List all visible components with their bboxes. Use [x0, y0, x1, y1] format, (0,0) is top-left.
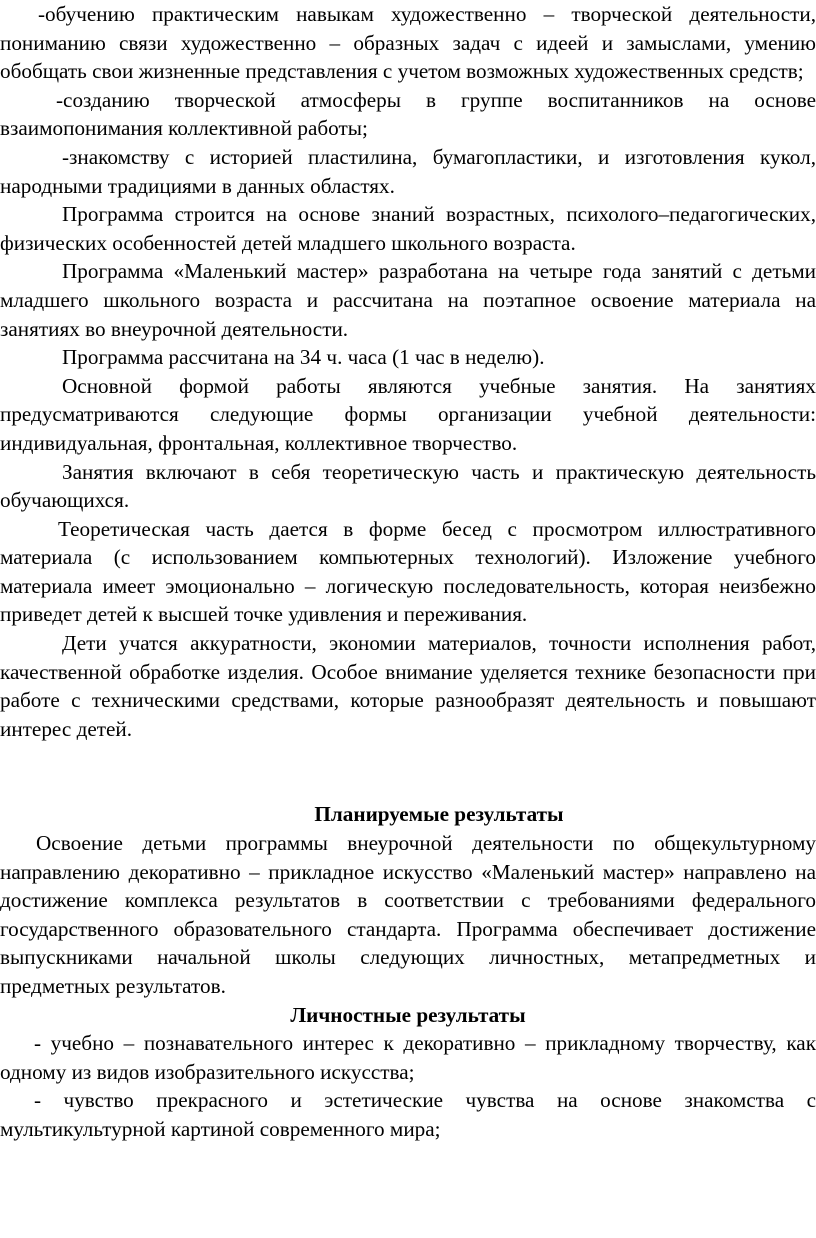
section-heading-planned-results: Планируемые результаты: [314, 802, 564, 827]
paragraph: Основной формой работы являются учебные занятия. На занятиях предусматриваются следующие формы организации учебной деятельности: индивидуальная, фронтальная, коллективное творчество.: [0, 373, 816, 455]
paragraph: -созданию творческой атмосферы в группе воспитанников на основе взаимопонимания коллективной работы;: [0, 87, 816, 141]
paragraph: Занятия включают в себя теоретическую часть и практическую деятельность обучающихся.: [0, 459, 816, 513]
paragraph: Программа рассчитана на 34 ч. часа (1 час в неделю).: [62, 345, 545, 370]
paragraph: -знакомству с историей пластилина, бумагопластики, и изготовления кукол, народными традициями в данных областях.: [0, 144, 816, 198]
list-item: - учебно – познавательного интерес к декоративно – прикладному творчеству, как одному из видов изобразительного искусства;: [0, 1031, 816, 1084]
paragraph: Освоение детьми программы внеурочной деятельности по общекультурному направлению декоративно – прикладное искусство «Маленький мастер» направлено на достижение комплекса результатов в соответствии с требованиями федерального государственного образовательного стандарта. Программа обеспечивает достижение выпускниками начальной школы следующих личностных, метапредметных и предметных результатов.: [0, 831, 816, 998]
paragraph: -обучению практическим навыкам художественно – творческой деятельности, пониманию связи художественно – образных задач с идеей и замыслами, умению обобщать свои жизненные представления с учетом возможных художественных средств;: [0, 2, 816, 84]
paragraph: Дети учатся аккуратности, экономии материалов, точности исполнения работ, качественной обработке изделия. Особое внимание уделяется технике безопасности при работе с техническими средствами, которые разнообразят деятельность и повышают интерес детей.: [0, 631, 816, 741]
spacer: [0, 743, 816, 800]
paragraph: Программа строится на основе знаний возрастных, психолого–педагогических, физических особенностей детей младшего школьного возраста.: [0, 202, 816, 255]
paragraph: Программа «Маленький мастер» разработана на четыре года занятий с детьми младшего школьного возраста и рассчитана на поэтапное освоение материала на занятиях во внеурочной деятельности.: [0, 259, 816, 341]
list-item: - чувство прекрасного и эстетические чувства на основе знакомства с мультикультурной картиной современного мира;: [0, 1088, 816, 1141]
paragraph: Теоретическая часть дается в форме бесед с просмотром иллюстративного материала (с использованием компьютерных технологий). Изложение учебного материала имеет эмоционально – логическую последовательность, которая неизбежно приведет детей к высшей точке удивления и переживания.: [0, 516, 816, 627]
section-heading-personal-results: Личностные результаты: [290, 1002, 526, 1027]
